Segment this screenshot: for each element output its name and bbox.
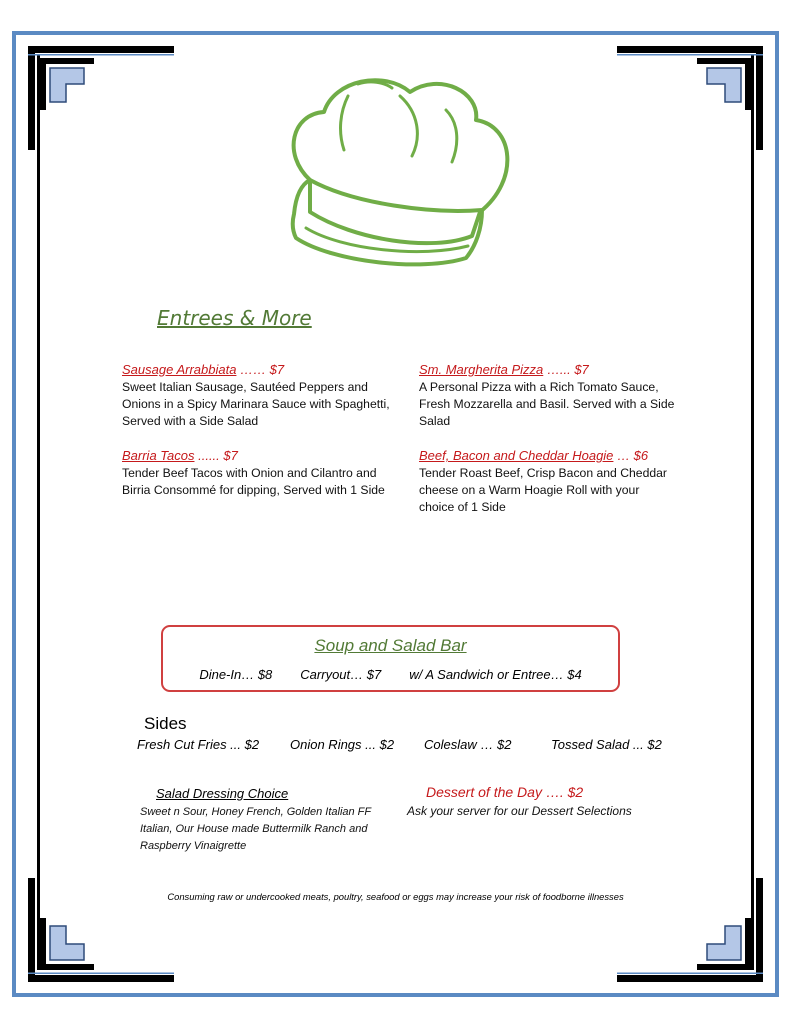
sides-title: Sides	[144, 714, 187, 733]
item-description: Tender Beef Tacos with Onion and Cilantro and Birria Consommé for dipping, Served with 1 Side	[122, 466, 385, 497]
food-safety-disclaimer: Consuming raw or undercooked meats, poultry, seafood or eggs may increase your risk of foodborne illnesses	[167, 891, 624, 902]
side-item: Fresh Cut Fries ... $2	[137, 737, 260, 752]
item-description: Tender Roast Beef, Crisp Bacon and Cheddar cheese on a Warm Hoagie Roll with your choice of 1 Side	[419, 466, 667, 514]
dressing-description: Sweet n Sour, Honey French, Golden Italian FF Italian, Our House made Buttermilk Ranch and Raspberry Vinaigrette	[140, 806, 371, 852]
side-item: Onion Rings ... $2	[290, 737, 395, 752]
dessert-title: Dessert of the Day …. $2	[426, 784, 584, 800]
item-name: Beef, Bacon and Cheddar Hoagie	[419, 448, 614, 463]
item-description: A Personal Pizza with a Rich Tomato Sauce, Fresh Mozzarella and Basil. Served with a Side Salad	[419, 380, 675, 428]
soup-salad-title: Soup and Salad Bar	[314, 636, 467, 655]
menu-item	[419, 361, 689, 430]
item-price: ...... $7	[194, 448, 238, 463]
item-name: Sausage Arrabbiata	[122, 362, 237, 377]
corner-ornament-icon	[24, 40, 174, 150]
item-price: …... $7	[543, 362, 589, 377]
item-price: …… $7	[236, 362, 285, 377]
menu-item	[122, 447, 392, 499]
side-item: Coleslaw … $2	[424, 737, 512, 752]
item-name: Barria Tacos	[122, 448, 195, 463]
item-description: Sweet Italian Sausage, Sautéed Peppers and Onions in a Spicy Marinara Sauce with Spaghetti, Served with a Side Salad	[122, 380, 390, 428]
soup-salad-prices	[163, 667, 618, 682]
item-price: … $6	[613, 448, 649, 463]
side-item: Tossed Salad ... $2	[551, 737, 662, 752]
with-sandwich-price: w/ A Sandwich or Entree… $4	[409, 667, 582, 682]
chef-hat-icon	[272, 62, 522, 272]
dine-in-price: Dine-In… $8	[199, 667, 273, 682]
menu-item	[419, 447, 719, 516]
menu-item	[122, 361, 392, 430]
soup-salad-box	[161, 625, 620, 692]
corner-ornament-icon	[617, 40, 767, 150]
carryout-price: Carryout… $7	[300, 667, 382, 682]
dessert-description: Ask your server for our Dessert Selections	[407, 804, 632, 818]
item-name: Sm. Margherita Pizza	[419, 362, 544, 377]
dressing-title: Salad Dressing Choice	[156, 786, 289, 801]
section-title: Entrees & More	[157, 306, 312, 330]
